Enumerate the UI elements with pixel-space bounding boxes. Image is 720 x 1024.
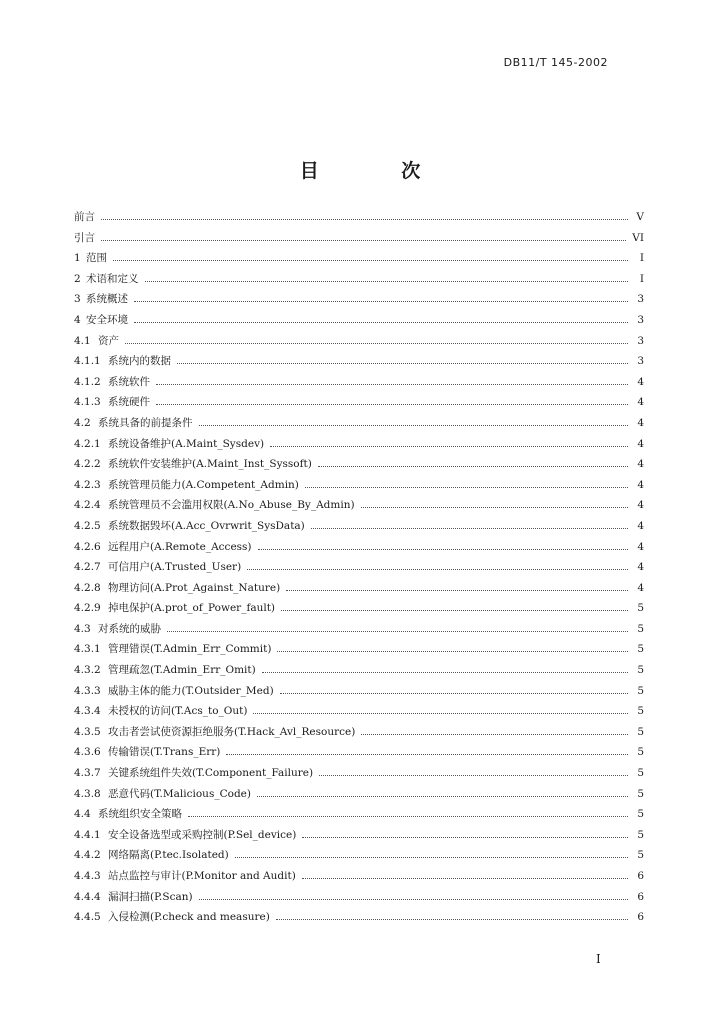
toc-entry-title: 资产 xyxy=(98,334,119,347)
toc-entry[interactable] xyxy=(74,660,644,681)
toc-entry-title: 管理错误(T.Admin_Err_Commit) xyxy=(108,643,272,656)
toc-entry[interactable] xyxy=(74,784,644,805)
toc-entry-title: 威胁主体的能力(T.Outsider_Med) xyxy=(108,684,274,697)
toc-entry-page: I xyxy=(639,272,644,285)
toc-entry-label xyxy=(74,207,101,228)
toc-entry[interactable] xyxy=(74,681,644,702)
toc-entry-title: 系统管理员不会滥用权限(A.No_Abuse_By_Admin) xyxy=(108,499,355,512)
toc-entry[interactable] xyxy=(74,516,644,537)
standard-code: DB11/T 145-2002 xyxy=(503,56,608,69)
toc-entry-label xyxy=(74,742,226,763)
toc-entry[interactable] xyxy=(74,701,644,722)
toc-entry-number: 4.2.6 xyxy=(74,540,101,553)
toc-entry-label xyxy=(74,454,318,475)
toc-entry-label xyxy=(74,310,134,331)
toc-entry[interactable] xyxy=(74,495,644,516)
dot-leader xyxy=(276,909,628,920)
toc-entry-number: 4.3 xyxy=(74,622,91,635)
dot-leader xyxy=(134,312,628,323)
toc-entry[interactable] xyxy=(74,434,644,455)
dot-leader xyxy=(361,724,628,735)
toc-entry-page: 3 xyxy=(637,313,644,326)
toc-entry-number: 4.3.2 xyxy=(74,664,101,677)
toc-entry[interactable] xyxy=(74,248,644,269)
dot-leader xyxy=(113,250,628,261)
toc-entry[interactable] xyxy=(74,454,644,475)
toc-entry-page: 6 xyxy=(637,911,644,924)
table-of-contents xyxy=(74,207,644,928)
dot-leader xyxy=(257,786,628,797)
toc-entry-page: 3 xyxy=(637,355,644,368)
toc-entry[interactable] xyxy=(74,228,644,249)
toc-entry[interactable] xyxy=(74,804,644,825)
dot-leader xyxy=(101,209,628,220)
toc-entry-number: 4.3.3 xyxy=(74,684,101,697)
toc-entry-label xyxy=(74,537,258,558)
toc-entry-page: 5 xyxy=(637,705,644,718)
toc-entry[interactable] xyxy=(74,598,644,619)
toc-entry-label xyxy=(74,392,156,413)
toc-entry[interactable] xyxy=(74,639,644,660)
toc-entry-title: 入侵检测(P.check and measure) xyxy=(108,911,270,924)
toc-entry-label xyxy=(74,701,253,722)
toc-entry-number: 4.2.9 xyxy=(74,602,101,615)
dot-leader xyxy=(156,374,628,385)
toc-entry-number: 4.4.2 xyxy=(74,849,101,862)
toc-entry-title: 系统概述 xyxy=(86,293,128,306)
dot-leader xyxy=(311,518,628,529)
toc-entry-title: 安全环境 xyxy=(86,313,128,326)
toc-entry-label xyxy=(74,351,177,372)
toc-entry-label xyxy=(74,722,361,743)
toc-entry[interactable] xyxy=(74,742,644,763)
toc-entry-page: 3 xyxy=(637,334,644,347)
toc-entry[interactable] xyxy=(74,537,644,558)
toc-entry[interactable] xyxy=(74,887,644,908)
toc-entry-title: 关键系统组件失效(T.Component_Failure) xyxy=(108,767,314,780)
toc-entry-title: 攻击者尝试使资源拒绝服务(T.Hack_Avl_Resource) xyxy=(108,725,356,738)
toc-entry-number: 4.2.5 xyxy=(74,519,101,532)
toc-entry-title: 未授权的访问(T.Acs_to_Out) xyxy=(108,705,248,718)
toc-entry-number: 4.2.1 xyxy=(74,437,101,450)
toc-entry-number: 3 xyxy=(74,293,81,306)
toc-entry[interactable] xyxy=(74,289,644,310)
dot-leader xyxy=(188,806,628,817)
toc-entry-label xyxy=(74,825,302,846)
toc-entry-page: 5 xyxy=(637,664,644,677)
dot-leader xyxy=(199,889,628,900)
toc-entry[interactable] xyxy=(74,207,644,228)
toc-entry-page: V xyxy=(636,211,644,223)
toc-entry-label xyxy=(74,372,156,393)
toc-entry[interactable] xyxy=(74,331,644,352)
toc-entry-title: 系统数据毁坏(A.Acc_Ovrwrit_SysData) xyxy=(108,519,305,532)
toc-entry-page: 6 xyxy=(637,870,644,882)
toc-entry[interactable] xyxy=(74,413,644,434)
toc-entry-label xyxy=(74,845,235,866)
dot-leader xyxy=(302,868,628,879)
toc-entry-label xyxy=(74,516,311,537)
toc-entry-number: 4.3.7 xyxy=(74,767,101,780)
toc-entry[interactable] xyxy=(74,392,644,413)
toc-entry[interactable] xyxy=(74,269,644,290)
dot-leader xyxy=(302,827,628,838)
toc-entry-page: 5 xyxy=(637,849,644,862)
toc-entry-title: 系统硬件 xyxy=(108,396,150,409)
toc-entry-title: 可信用户(A.Trusted_User) xyxy=(108,561,242,574)
toc-entry-label xyxy=(74,475,305,496)
toc-entry-number: 4.4 xyxy=(74,808,91,821)
dot-leader xyxy=(270,436,628,447)
toc-entry-label xyxy=(74,557,247,578)
toc-entry-number: 4.2 xyxy=(74,416,91,429)
toc-entry-title: 范围 xyxy=(86,252,107,265)
page-title: 目 次 xyxy=(299,160,459,182)
toc-entry-label xyxy=(74,660,262,681)
toc-entry-label xyxy=(74,331,125,352)
toc-entry-title: 前言 xyxy=(74,211,95,223)
toc-entry-label xyxy=(74,619,167,640)
toc-entry-label xyxy=(74,578,286,599)
toc-entry-title: 术语和定义 xyxy=(86,272,139,285)
toc-entry-label xyxy=(74,887,199,908)
toc-entry-page: VI xyxy=(632,231,644,244)
toc-entry-page: 5 xyxy=(637,828,644,841)
toc-entry-title: 系统设备维护(A.Maint_Sysdev) xyxy=(108,437,265,450)
toc-entry-number: 4.4.1 xyxy=(74,828,101,841)
dot-leader xyxy=(319,765,628,776)
toc-entry-label xyxy=(74,434,270,455)
toc-entry-label xyxy=(74,598,281,619)
toc-entry-page: 4 xyxy=(637,561,644,574)
toc-entry-title: 网络隔离(P.tec.Isolated) xyxy=(108,849,229,862)
toc-entry[interactable] xyxy=(74,845,644,866)
toc-entry-title: 引言 xyxy=(74,231,95,244)
toc-entry-page: 4 xyxy=(637,540,644,553)
toc-entry-number: 4.1.3 xyxy=(74,396,101,409)
dot-leader xyxy=(134,291,628,302)
dot-leader xyxy=(286,580,628,591)
toc-entry-number: 4.2.4 xyxy=(74,499,101,512)
dot-leader xyxy=(281,600,628,611)
toc-entry[interactable] xyxy=(74,372,644,393)
toc-entry-title: 系统组织安全策略 xyxy=(98,808,182,821)
toc-entry-label xyxy=(74,866,302,887)
toc-entry-number: 2 xyxy=(74,272,81,285)
toc-entry-number: 4.1.1 xyxy=(74,355,101,368)
toc-entry-number: 4.4.5 xyxy=(74,911,101,924)
dot-leader xyxy=(247,559,628,570)
toc-entry-number: 4 xyxy=(74,313,81,326)
toc-entry[interactable] xyxy=(74,619,644,640)
toc-entry-number: 4.3.1 xyxy=(74,643,101,656)
toc-entry-label xyxy=(74,681,280,702)
toc-entry-number: 1 xyxy=(74,252,81,265)
dot-leader xyxy=(156,394,628,405)
toc-entry[interactable] xyxy=(74,310,644,331)
dot-leader xyxy=(177,353,628,364)
toc-entry-title: 漏洞扫描(P.Scan) xyxy=(108,890,193,903)
toc-entry-number: 4.1 xyxy=(74,334,91,347)
toc-entry[interactable] xyxy=(74,907,644,928)
toc-entry-page: 4 xyxy=(637,458,644,471)
toc-entry-title: 传输错误(T.Trans_Err) xyxy=(108,746,221,759)
page-number: I xyxy=(596,952,601,966)
toc-entry-title: 系统具备的前提条件 xyxy=(98,416,193,429)
dot-leader xyxy=(101,230,626,241)
toc-entry-number: 4.3.5 xyxy=(74,725,101,738)
dot-leader xyxy=(226,744,628,755)
toc-entry-number: 4.1.2 xyxy=(74,375,101,388)
toc-entry-title: 对系统的威胁 xyxy=(98,622,161,635)
toc-entry-page: 4 xyxy=(637,396,644,409)
toc-entry-page: 5 xyxy=(637,746,644,759)
toc-entry-number: 4.4.3 xyxy=(74,870,101,882)
toc-entry[interactable] xyxy=(74,557,644,578)
toc-entry-number: 4.2.8 xyxy=(74,581,101,594)
toc-entry[interactable] xyxy=(74,763,644,784)
toc-entry-title: 管理疏忽(T.Admin_Err_Omit) xyxy=(108,664,256,677)
toc-entry-page: 5 xyxy=(637,622,644,635)
toc-entry-label xyxy=(74,639,277,660)
toc-entry[interactable] xyxy=(74,351,644,372)
toc-entry-number: 4.3.4 xyxy=(74,705,101,718)
toc-entry-title: 系统管理员能力(A.Competent_Admin) xyxy=(108,478,299,491)
toc-entry-page: 4 xyxy=(637,437,644,450)
toc-entry-number: 4.3.6 xyxy=(74,746,101,759)
dot-leader xyxy=(258,539,628,550)
dot-leader xyxy=(361,497,628,508)
toc-entry-page: 5 xyxy=(637,684,644,697)
toc-entry-page: 4 xyxy=(637,581,644,594)
toc-entry-label xyxy=(74,495,361,516)
dot-leader xyxy=(262,662,628,673)
toc-entry-label xyxy=(74,804,188,825)
toc-entry-page: 4 xyxy=(637,499,644,512)
toc-entry-page: 5 xyxy=(637,643,644,656)
toc-entry-label xyxy=(74,228,101,249)
toc-entry-page: 4 xyxy=(637,416,644,429)
toc-entry-page: 4 xyxy=(637,478,644,491)
toc-entry-title: 安全设备选型或采购控制(P.Sel_device) xyxy=(108,828,297,841)
toc-entry-title: 恶意代码(T.Malicious_Code) xyxy=(108,787,251,800)
toc-entry[interactable] xyxy=(74,578,644,599)
toc-entry-page: 6 xyxy=(637,890,644,903)
toc-entry-title: 站点监控与审计(P.Monitor and Audit) xyxy=(108,870,296,882)
dot-leader xyxy=(318,456,628,467)
toc-entry-title: 系统内的数据 xyxy=(108,355,171,368)
dot-leader xyxy=(145,271,629,282)
toc-entry[interactable] xyxy=(74,825,644,846)
toc-entry-title: 系统软件 xyxy=(108,375,150,388)
toc-entry-page: 5 xyxy=(637,767,644,780)
dot-leader xyxy=(253,703,628,714)
dot-leader xyxy=(277,641,628,652)
dot-leader xyxy=(199,415,629,426)
dot-leader xyxy=(280,683,628,694)
toc-entry-title: 物理访问(A.Prot_Against_Nature) xyxy=(108,581,281,594)
dot-leader xyxy=(235,847,628,858)
toc-entry-page: 4 xyxy=(637,375,644,388)
toc-entry-label xyxy=(74,413,199,434)
toc-entry-page: 5 xyxy=(637,725,644,738)
toc-entry-page: 5 xyxy=(637,602,644,615)
toc-entry-number: 4.2.2 xyxy=(74,458,101,471)
toc-entry-number: 4.4.4 xyxy=(74,890,101,903)
toc-entry-label xyxy=(74,248,113,269)
toc-entry-number: 4.2.3 xyxy=(74,478,101,491)
toc-entry-page: 4 xyxy=(637,519,644,532)
toc-entry-title: 掉电保护(A.prot_of_Power_fault) xyxy=(108,602,276,615)
toc-entry-number: 4.3.8 xyxy=(74,787,101,800)
toc-entry[interactable] xyxy=(74,722,644,743)
toc-entry-page: 5 xyxy=(637,787,644,800)
dot-leader xyxy=(305,477,628,488)
toc-entry-label xyxy=(74,269,145,290)
dot-leader xyxy=(125,333,628,344)
toc-entry-title: 系统软件安装维护(A.Maint_Inst_Syssoft) xyxy=(108,458,312,471)
toc-entry-label xyxy=(74,907,276,928)
toc-entry[interactable] xyxy=(74,866,644,887)
toc-entry-title: 远程用户(A.Remote_Access) xyxy=(108,540,252,553)
toc-entry-page: 5 xyxy=(637,808,644,821)
toc-entry-label xyxy=(74,289,134,310)
dot-leader xyxy=(167,621,628,632)
toc-entry[interactable] xyxy=(74,475,644,496)
toc-entry-page: 3 xyxy=(637,293,644,306)
toc-entry-page: I xyxy=(639,252,644,265)
toc-entry-label xyxy=(74,763,319,784)
toc-entry-number: 4.2.7 xyxy=(74,561,101,574)
toc-entry-label xyxy=(74,784,257,805)
